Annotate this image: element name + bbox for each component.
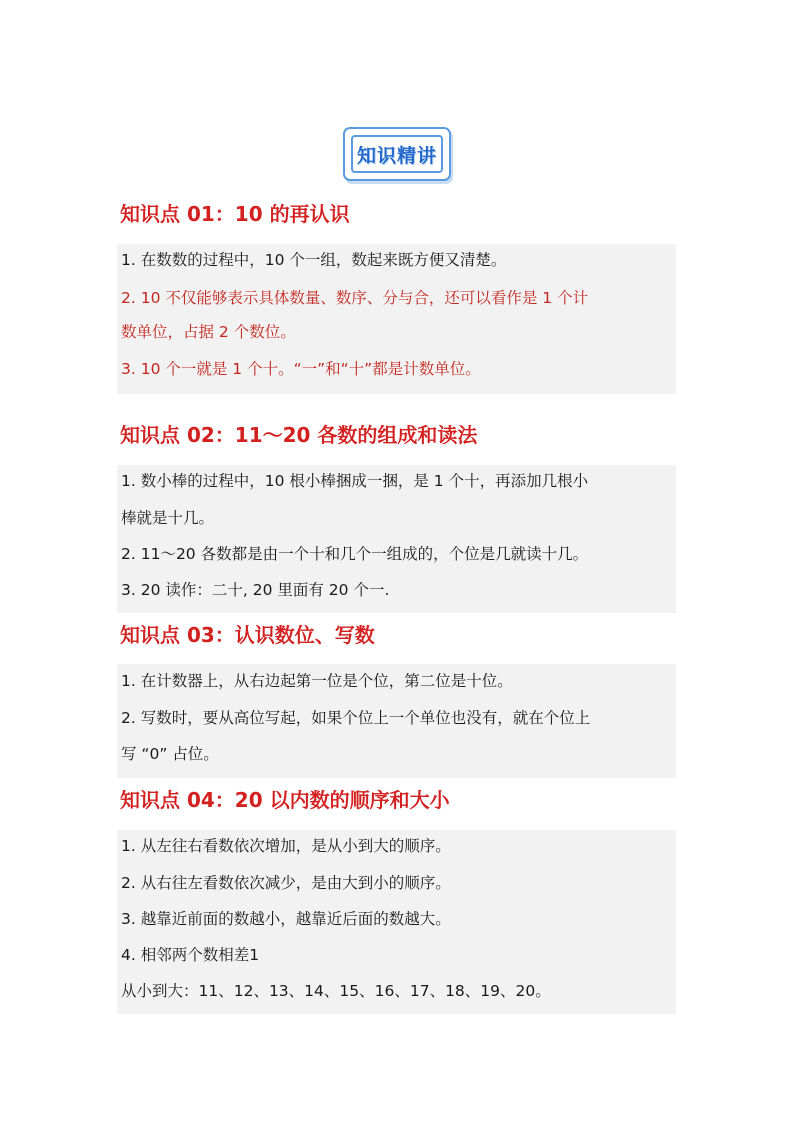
section-box-01 [117, 244, 676, 394]
section-04-line-2: 2. 从右往左看数依次减少，是由大到小的顺序。 [121, 874, 451, 892]
banner-frame [343, 127, 451, 181]
section-02-line-3: 2. 11～20 各数都是由一个十和几个一组成的，个位是几就读十几。 [121, 545, 589, 563]
section-box-02 [117, 465, 676, 613]
section-01-line-4: 3. 10 个一就是 1 个十。“一”和“十”都是计数单位。 [121, 360, 481, 378]
section-box-04 [117, 830, 676, 1014]
section-04-line-3: 3. 越靠近前面的数越小，越靠近后面的数越大。 [121, 910, 451, 928]
banner-title: 知识精讲 [356, 144, 437, 167]
section-box-03 [117, 664, 676, 778]
section-heading-04: 知识点 04：20 以内数的顺序和大小 [120, 788, 450, 812]
section-heading-02: 知识点 02：11～20 各数的组成和读法 [120, 423, 478, 447]
section-banner [343, 127, 451, 181]
section-02-line-4: 3. 20 读作：二十, 20 里面有 20 个一. [121, 581, 390, 599]
section-01-line-1: 1. 在数数的过程中，10 个一组，数起来既方便又清楚。 [121, 251, 507, 269]
section-04-line-5: 从小到大：11、12、13、14、15、16、17、18、19、20。 [121, 982, 551, 1000]
section-01-line-2: 2. 10 不仅能够表示具体数量、数序、分与合，还可以看作是 1 个计 [121, 289, 589, 307]
section-02-line-1: 1. 数小棒的过程中，10 根小棒捆成一捆，是 1 个十，再添加几根小 [121, 472, 589, 490]
section-02-line-2: 棒就是十几。 [121, 509, 215, 527]
banner-inner-frame [351, 135, 443, 173]
section-04-line-4: 4. 相邻两个数相差1 [121, 946, 260, 964]
section-04-line-1: 1. 从左往右看数依次增加，是从小到大的顺序。 [121, 837, 451, 855]
section-03-line-1: 1. 在计数器上，从右边起第一位是个位，第二位是十位。 [121, 672, 513, 690]
section-heading-01: 知识点 01：10 的再认识 [120, 202, 350, 226]
section-01-line-3: 数单位，占据 2 个数位。 [121, 323, 296, 341]
section-03-line-3: 写 “0” 占位。 [121, 745, 219, 763]
section-heading-03: 知识点 03：认识数位、写数 [120, 623, 375, 647]
section-03-line-2: 2. 写数时，要从高位写起，如果个位上一个单位也没有，就在个位上 [121, 709, 591, 727]
